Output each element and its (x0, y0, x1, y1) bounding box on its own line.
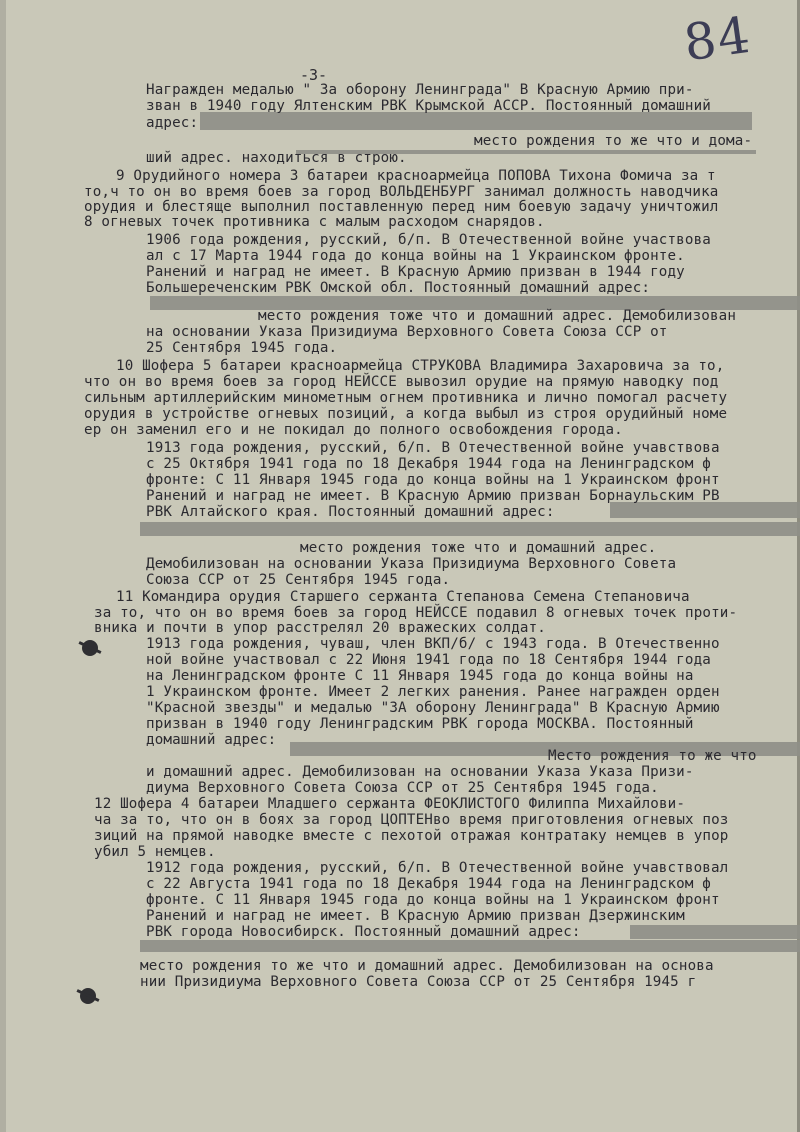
text-line: 1913 года рождения, чуваш, член ВКП/б/ с 1943 года. В Отечественно (146, 636, 720, 652)
text-line: 11 Командира орудия Старшего сержанта Степанова Семена Степановича (116, 589, 690, 605)
text-line: 1 Украинском фронте. Имеет 2 легких ранения. Ранее награжден орден (146, 684, 720, 700)
punch-hole (82, 640, 98, 656)
text-line: вника и почти в упор расстрелял 20 вражеских солдат. (94, 620, 546, 636)
text-line: ной войне участвовал с 22 Июня 1941 года по 18 Сентября 1944 года (146, 652, 711, 668)
text-line: за то, что он во время боев за город НЕЙССЕ подавил 8 огневых точек проти- (94, 605, 738, 621)
page-number: -3- (300, 66, 328, 84)
text-line: то,ч то он во время боев за город ВОЛЬДЕНБУРГ занимал должность наводчика (84, 184, 719, 200)
text-line: 1912 года рождения, русский, б/п. В Отечественной войне учавствовал (146, 860, 729, 876)
text-line: призван в 1940 году Ленинградским РВК города МОСКВА. Постоянный (146, 716, 694, 732)
text-line: 12 Шофера 4 батареи Младшего сержанта ФЕОКЛИСТОГО Филиппа Михайлови- (94, 796, 686, 812)
text-line: ший адрес. находиться в строю. (146, 150, 407, 166)
text-line: Ранений и наград не имеет. В Красную Армию призван Борнаульским РВ (146, 488, 720, 504)
text-line: орудия и блестяще выполнил поставленную перед ним боевую задачу уничтожил (84, 199, 719, 215)
page-left-edge (0, 0, 6, 1132)
text-line: ча за то, что он в боях за город ЦОПТЕНво время приготовления огневых поз (94, 812, 729, 828)
text-line: с 25 Октября 1941 года по 18 Декабря 1944 года на Ленинградском ф (146, 456, 711, 472)
text-line: РВК города Новосибирск. Постоянный домашний адрес: (146, 924, 581, 940)
handwritten-page-number: 84 (680, 5, 756, 73)
text-line: РВК Алтайского края. Постоянный домашний адрес: (146, 504, 555, 520)
text-line: фронте: С 11 Января 1945 года до конца войны на 1 Украинском фронт (146, 472, 720, 488)
text-line: на основании Указа Призидиума Верховного Совета Союза ССР от (146, 324, 668, 340)
text-line: место рождения то же что и дома- (474, 133, 753, 149)
text-line: 1913 года рождения, русский, б/п. В Отечественной войне учавствова (146, 440, 720, 456)
text-line: с 22 Августа 1941 года по 18 Декабря 1944 года на Ленинградском ф (146, 876, 711, 892)
punch-hole (80, 988, 96, 1004)
text-line: на Ленинградском фронте С 11 Января 1945 года до конца войны на (146, 668, 694, 684)
text-line: 9 Орудийного номера 3 батареи красноармейца ПОПОВА Тихона Фомича за т (116, 168, 716, 184)
text-line: домашний адрес: (146, 732, 277, 748)
text-line: Союза ССР от 25 Сентября 1945 года. (146, 572, 451, 588)
text-line: 10 Шофера 5 батареи красноармейца СТРУКОВА Владимира Захаровича за то, (116, 358, 725, 374)
text-line: фронте. С 11 Января 1945 года до конца войны на 1 Украинском фронт (146, 892, 720, 908)
text-line: 25 Сентября 1945 года. (146, 340, 338, 356)
text-line: место рождения то же что и домашний адрес. Демобилизован на основа (140, 958, 714, 974)
redaction-bar (630, 925, 800, 939)
text-line: и домашний адрес. Демобилизован на основании Указа Указа Призи- (146, 764, 694, 780)
text-line: ал с 17 Марта 1944 года до конца войны на 1 Украинском фронте. (146, 248, 685, 264)
text-line: убил 5 немцев. (94, 844, 216, 860)
redaction-bar (140, 522, 800, 536)
text-line: нии Призидиума Верховного Совета Союза ССР от 25 Сентября 1945 г (140, 974, 697, 990)
text-line: Ранений и наград не имеет. В Красную Армию призван в 1944 году (146, 264, 685, 280)
redaction-bar (200, 112, 752, 130)
text-line: Большереченским РВК Омской обл. Постоянный домашний адрес: (146, 280, 651, 296)
text-line: 1906 года рождения, русский, б/п. В Отечественной войне участвова (146, 232, 711, 248)
text-line: Награжден медалью " За оборону Ленинграда" В Красную Армию при- (146, 82, 694, 98)
text-line: орудия в устройстве огневых позиций, а когда выбыл из строя орудийный номе (84, 406, 728, 422)
text-line: Ранений и наград не имеет. В Красную Армию призван Дзержинским (146, 908, 685, 924)
text-line: "Красной звезды" и медалью "ЗА оборону Ленинграда" В Красную Армию (146, 700, 720, 716)
text-line: зиций на прямой наводке вместе с пехотой отражая контратаку немцев в упор (94, 828, 729, 844)
redaction-bar (140, 940, 800, 952)
text-line: диума Верховного Совета Союза ССР от 25 Сентября 1945 года. (146, 780, 659, 796)
text-line: Место рождения то же что (548, 748, 757, 764)
text-line: адрес: (146, 115, 199, 131)
text-line: зван в 1940 году Ялтенским РВК Крымской АССР. Постоянный домашний (146, 98, 711, 114)
text-line: место рождения тоже что и домашний адрес. Демобилизован (258, 308, 737, 324)
text-line: ер он заменил его и не покидал до полного освобождения города. (84, 422, 623, 438)
text-line: сильным артиллерийским минометным огнем противника и лично помогал расчету (84, 390, 728, 406)
text-line: Демобилизован на основании Указа Призидиума Верховного Совета (146, 556, 677, 572)
redaction-bar (610, 502, 800, 518)
text-line: 8 огневых точек противника с малым расходом снарядов. (84, 214, 545, 230)
text-line: что он во время боев за город НЕЙССЕ вывозил орудие на прямую наводку под (84, 374, 719, 390)
text-line: место рождения тоже что и домашний адрес. (300, 540, 657, 556)
